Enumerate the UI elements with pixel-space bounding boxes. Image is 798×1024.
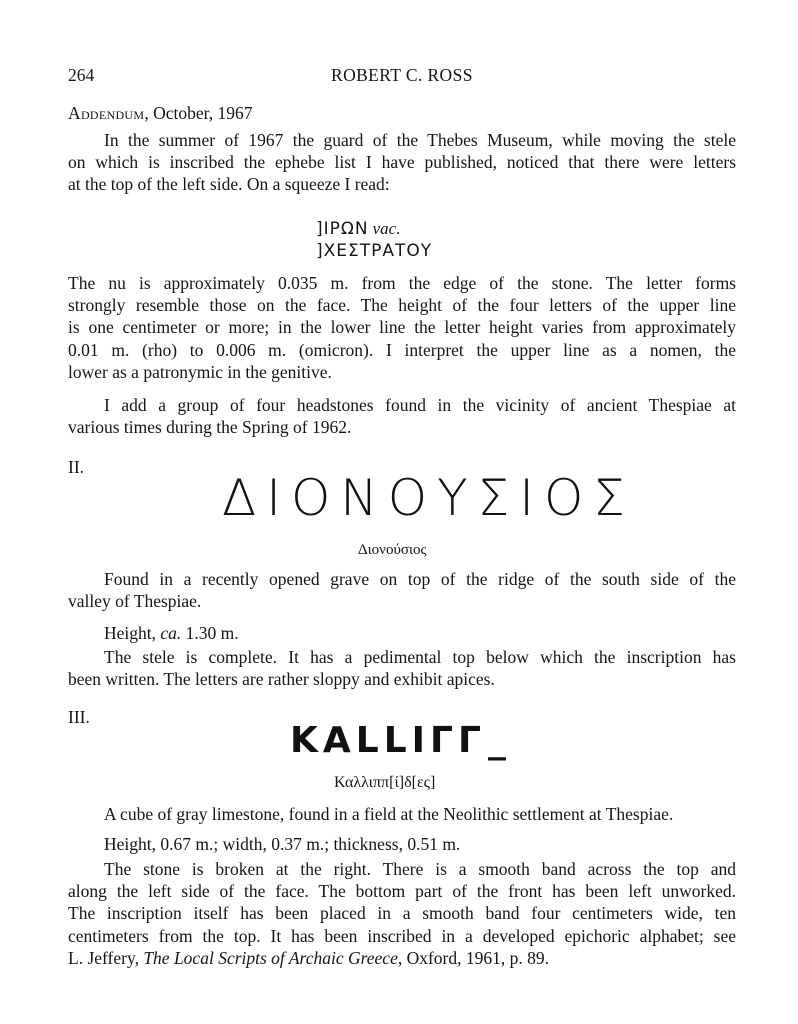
page-number: 264 xyxy=(68,65,95,85)
citation-title: The Local Scripts of Archaic Greece xyxy=(143,947,398,968)
entry-3-notes-line-1: The stone is broken at the right. There is a smooth band across the top and xyxy=(104,859,736,879)
intro-line-1: In the summer of 1967 the guard of the Thebes Museum, while moving the stele xyxy=(104,130,736,150)
entry-3-notes-line-3: The inscription itself has been placed in a smooth band four centimeters wide, ten xyxy=(68,903,736,924)
entry-2-notes xyxy=(68,646,736,690)
entry-2-drawn-inscription: ΔΙΟΝΟΥΣΙΟΣ xyxy=(222,469,635,527)
entry-3-drawn-inscription: ΚΑLLΙΓΓ xyxy=(290,720,486,761)
citation-rest: , Oxford, 1961, p. 89. xyxy=(397,947,550,968)
entry-3-notes-line-4: centimeters from the top. It has been inscribed in a developed epichoric alphabet; see xyxy=(68,925,736,946)
entry-2-find-line-1: Found in a recently opened grave on top of the ridge of the south side of the xyxy=(104,569,736,589)
vacat-note: vac. xyxy=(372,219,401,238)
entry-3-notes xyxy=(68,858,736,969)
headstones-line-2: various times during the Spring of 1962. xyxy=(68,417,352,438)
squeeze-reading xyxy=(316,218,432,262)
entry-3-trailing-mark: _ xyxy=(488,720,506,761)
intro-line-3: at the top of the left side. On a squeeze I read: xyxy=(68,174,390,195)
entry-3-find xyxy=(68,803,736,825)
running-head: ROBERT C. ROSS xyxy=(331,65,473,85)
entry-2-height: Height, ca. 1.30 m. xyxy=(104,623,239,643)
entry-3-numeral: III. xyxy=(68,707,90,727)
entry-2-transcription: Διονούσιος xyxy=(358,542,427,558)
entry-2-numeral: II. xyxy=(68,457,85,477)
citation-author: L. Jeffery, xyxy=(68,947,144,968)
entry-2-notes-line-1: The stele is complete. It has a pedimental top below which the inscription has xyxy=(104,647,736,667)
addendum-label: Addendum xyxy=(68,103,145,123)
entry-2-notes-line-2: been written. The letters are rather sloppy and exhibit apices. xyxy=(68,669,495,690)
entry-3-transcription: Καλλιππ[ί]δ[ες] xyxy=(334,774,436,791)
entry-3-citation xyxy=(68,947,736,969)
addendum-date: , October, 1967 xyxy=(144,103,253,123)
addendum-heading xyxy=(68,102,253,124)
description-line-3: is one centimeter or more; in the lower line the letter height varies from approximately xyxy=(68,317,736,338)
entry-3-find-line: A cube of gray limestone, found in a field at the Neolithic settlement at Thespiae. xyxy=(104,804,674,824)
addendum-description xyxy=(68,272,736,383)
description-line-5: lower as a patronymic in the genitive. xyxy=(68,361,332,382)
headstones-intro xyxy=(68,394,736,438)
squeeze-line-2: ]ΧΕΣΤΡΑΤΟΥ xyxy=(316,241,433,261)
headstones-line-1: I add a group of four headstones found in the vicinity of ancient Thespiae at xyxy=(104,395,736,415)
entry-3-dimensions: Height, 0.67 m.; width, 0.37 m.; thickness, 0.51 m. xyxy=(104,834,461,854)
entry-3-notes-line-2: along the left side of the face. The bottom part of the front has been left unworked. xyxy=(68,881,736,902)
intro-line-2: on which is inscribed the ephebe list I have published, noticed that there were letters xyxy=(68,152,736,173)
addendum-intro xyxy=(68,129,736,196)
squeeze-line-1: ]ΙΡΩΝ vac. xyxy=(316,219,401,239)
description-line-4: 0.01 m. (rho) to 0.006 m. (omicron). I interpret the upper line as a nomen, the xyxy=(68,339,736,360)
entry-2-find-line-2: valley of Thespiae. xyxy=(68,591,202,612)
description-line-2: strongly resemble those on the face. The height of the four letters of the upper line xyxy=(68,295,736,316)
entry-2-find xyxy=(68,568,736,612)
description-line-1: The nu is approximately 0.035 m. from the edge of the stone. The letter forms xyxy=(68,273,736,293)
